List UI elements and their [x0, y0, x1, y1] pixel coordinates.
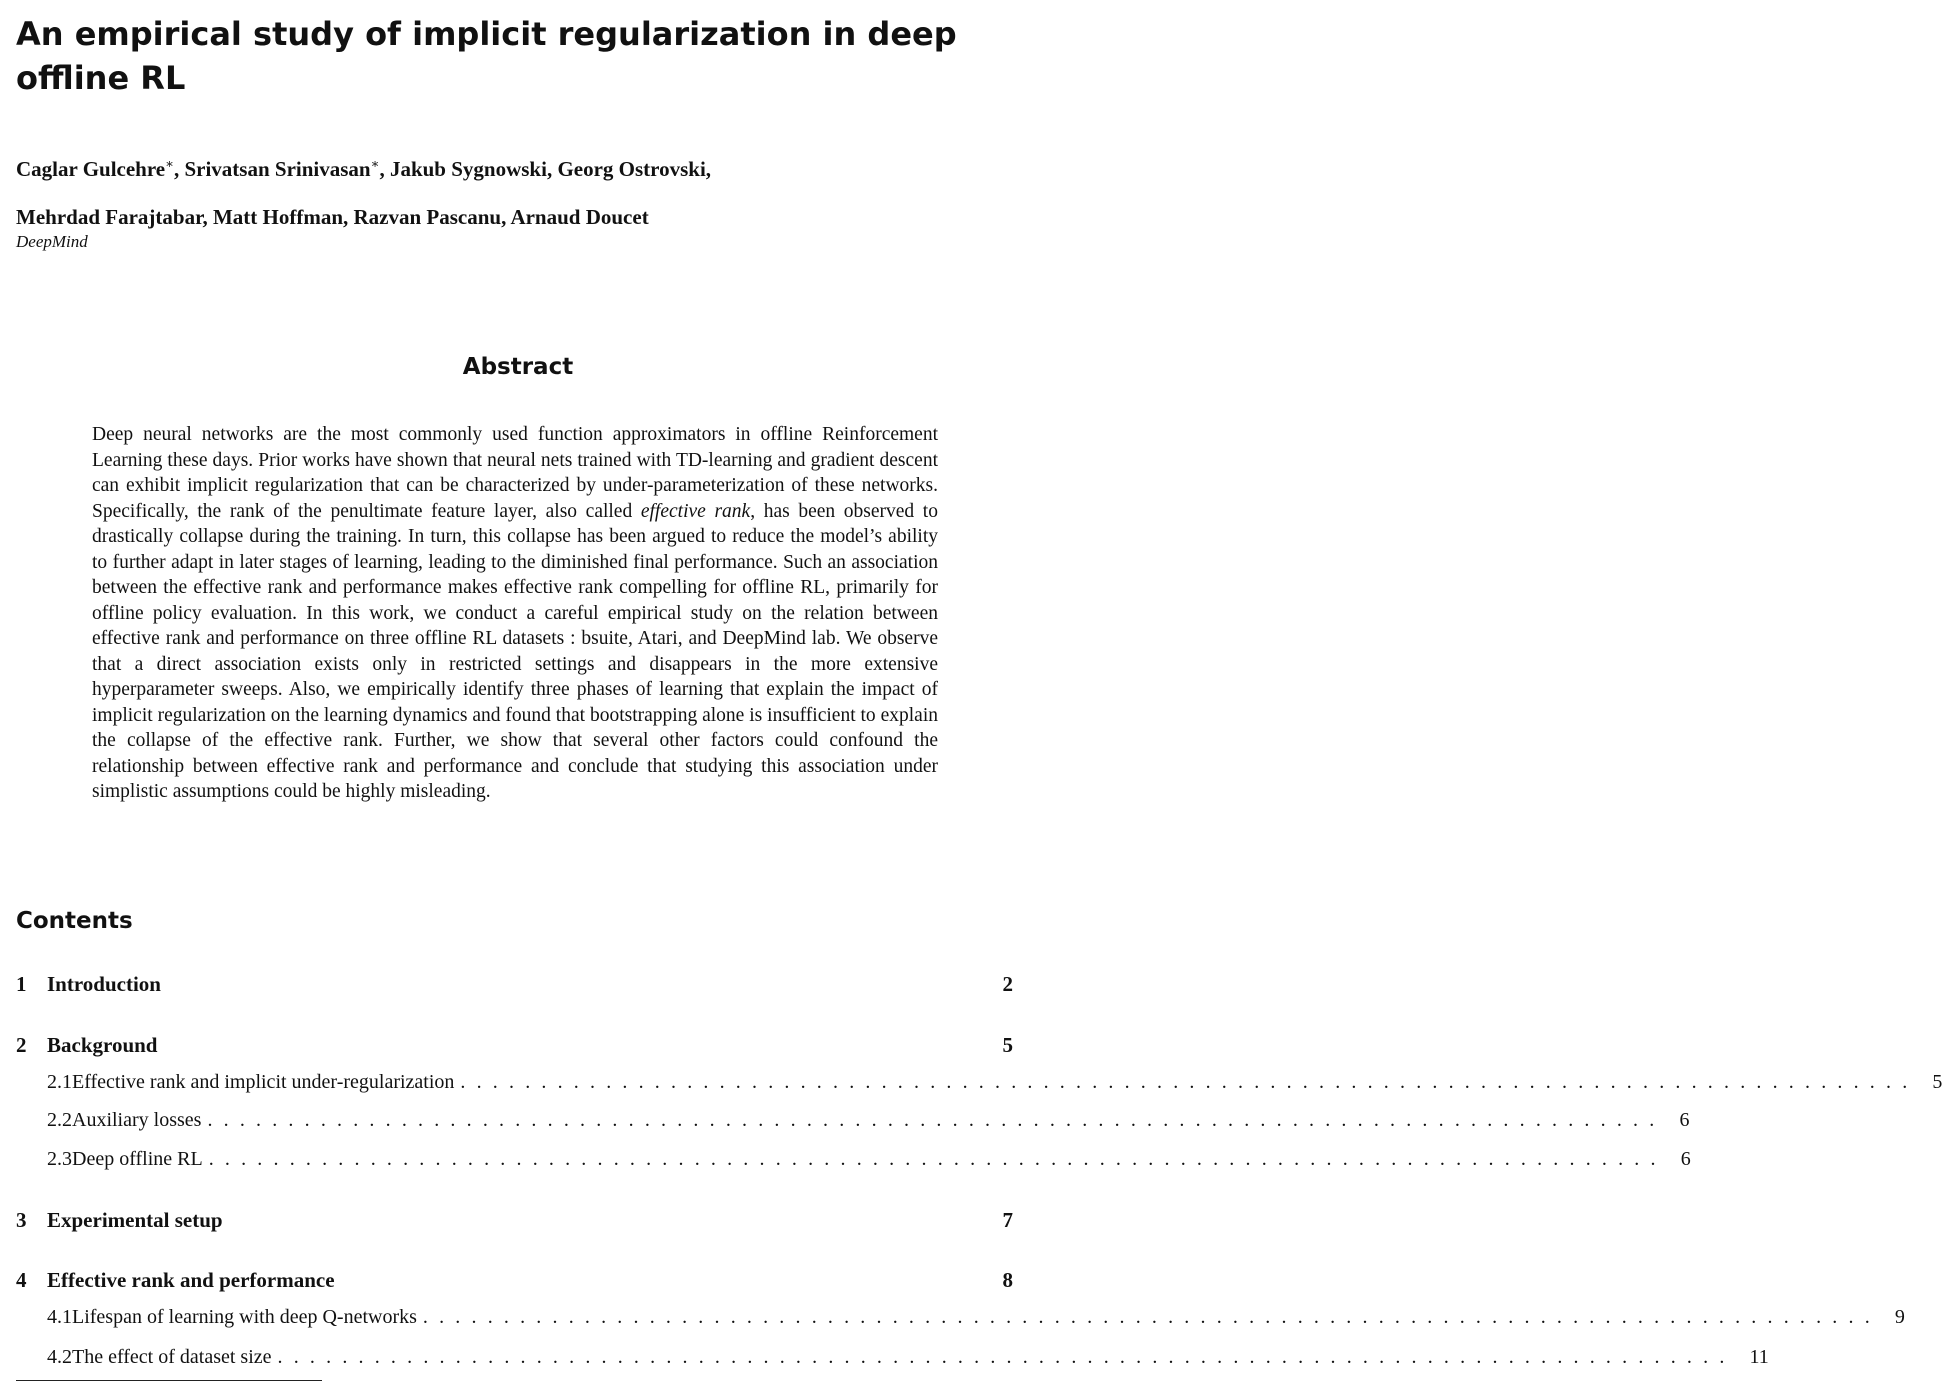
toc-entry-subsection[interactable]	[16, 1306, 1905, 1334]
toc-number: 2	[16, 1033, 27, 1057]
abstract-emphasis: effective rank	[640, 500, 751, 522]
toc-page-number: 6	[1680, 1148, 1691, 1170]
toc-entry-subsection[interactable]	[16, 1071, 1942, 1099]
toc-number: 4.1	[47, 1306, 72, 1328]
toc-page-number: 11	[1749, 1346, 1769, 1368]
toc-entry-subsection[interactable]	[16, 1148, 1691, 1176]
toc-entry-section[interactable]	[16, 1268, 1013, 1296]
abstract-text-part: Deep neural networks are the most commonly used function approximators in offline Reinforcement Learning these days. Prior works have shown that neural nets trained with TD-learning and gradient descent can exhibit implicit regularization that can be characterized by under-parameterization of these networks. Specifically, the rank of the penultimate feature layer, also called	[92, 424, 938, 522]
toc-leader-dots: ..........................................................................................	[277, 1346, 1736, 1368]
equal-contribution-mark: ∗	[370, 156, 380, 171]
author-names: , Jakub Sygnowski, Georg Ostrovski,	[379, 157, 712, 181]
paper-title: An empirical study of implicit regularization in deep offline RL	[16, 15, 957, 97]
toc-entry-section[interactable]	[16, 1208, 1013, 1236]
toc-title: Effective rank and performance	[47, 1268, 335, 1292]
toc-title: Auxiliary losses	[72, 1109, 202, 1131]
toc-title: Deep offline RL	[72, 1148, 203, 1170]
contents-heading: Contents	[16, 908, 133, 934]
abstract-text	[92, 422, 938, 805]
toc-number: 2.2	[47, 1109, 72, 1131]
author-line-1	[16, 156, 711, 182]
equal-contribution-mark: ∗	[165, 156, 174, 171]
toc-number: 3	[16, 1208, 27, 1232]
author-name: Srivatsan Srinivasan	[184, 157, 371, 181]
toc-title: Experimental setup	[47, 1208, 223, 1232]
toc-leader-dots: ..........................................................................................	[460, 1071, 1919, 1093]
toc-entry-section[interactable]	[16, 972, 1013, 1000]
toc-title: Background	[47, 1033, 158, 1057]
toc-page-number: 9	[1894, 1306, 1905, 1328]
toc-number: 1	[16, 972, 27, 996]
toc-page-number: 5	[1002, 1033, 1013, 1057]
toc-entry-subsection[interactable]	[16, 1109, 1690, 1137]
toc-leader-dots: ..........................................................................................	[208, 1148, 1667, 1170]
author-separator: ,	[173, 157, 185, 181]
toc-title: The effect of dataset size	[72, 1346, 272, 1368]
toc-entry-subsection[interactable]	[16, 1346, 1769, 1374]
toc-page-number: 5	[1932, 1071, 1942, 1093]
toc-number: 2.3	[47, 1148, 72, 1170]
toc-title: Effective rank and implicit under-regularization	[72, 1071, 455, 1093]
abstract-text-part: , has been observed to drastically collapse during the training. In turn, this collapse has been argued to reduce the model’s ability to further adapt in later stages of learning, leading to the diminished final performance. Such an association between the effective rank and performance makes effective rank compelling for offline RL, primarily for offline policy evaluation. In this work, we conduct a careful empirical study on the relation between effective rank and performance on three offline RL datasets : bsuite, Atari, and DeepMind lab. We observe that a direct association exists only in restricted settings and disappears in the more extensive hyperparameter sweeps. Also, we empirically identify three phases of learning that explain the impact of implicit regularization on the learning dynamics and found that bootstrapping alone is insufficient to explain the collapse of the effective rank. Further, we show that several other factors could confound the relationship between effective rank and performance and conclude that studying this association under simplistic assumptions could be highly misleading.	[92, 500, 938, 802]
toc-number: 4.2	[47, 1346, 72, 1368]
toc-entry-section[interactable]	[16, 1033, 1013, 1061]
toc-title: Lifespan of learning with deep Q-networks	[72, 1306, 417, 1328]
abstract-heading: Abstract	[462, 354, 574, 380]
toc-title: Introduction	[47, 972, 161, 996]
toc-page-number: 6	[1679, 1109, 1690, 1131]
author-name: Caglar Gulcehre	[16, 157, 166, 181]
author-line-2: Mehrdad Farajtabar, Matt Hoffman, Razvan Pascanu, Arnaud Doucet	[16, 205, 649, 229]
footnote-divider	[16, 1380, 322, 1381]
toc-page-number: 7	[1002, 1208, 1013, 1232]
toc-number: 2.1	[47, 1071, 72, 1093]
toc-page-number: 8	[1002, 1268, 1013, 1292]
toc-leader-dots: ..........................................................................................	[422, 1306, 1881, 1328]
toc-leader-dots: ..........................................................................................	[207, 1109, 1666, 1131]
toc-number: 4	[16, 1268, 27, 1292]
toc-page-number: 2	[1002, 972, 1013, 996]
affiliation: DeepMind	[16, 232, 88, 251]
